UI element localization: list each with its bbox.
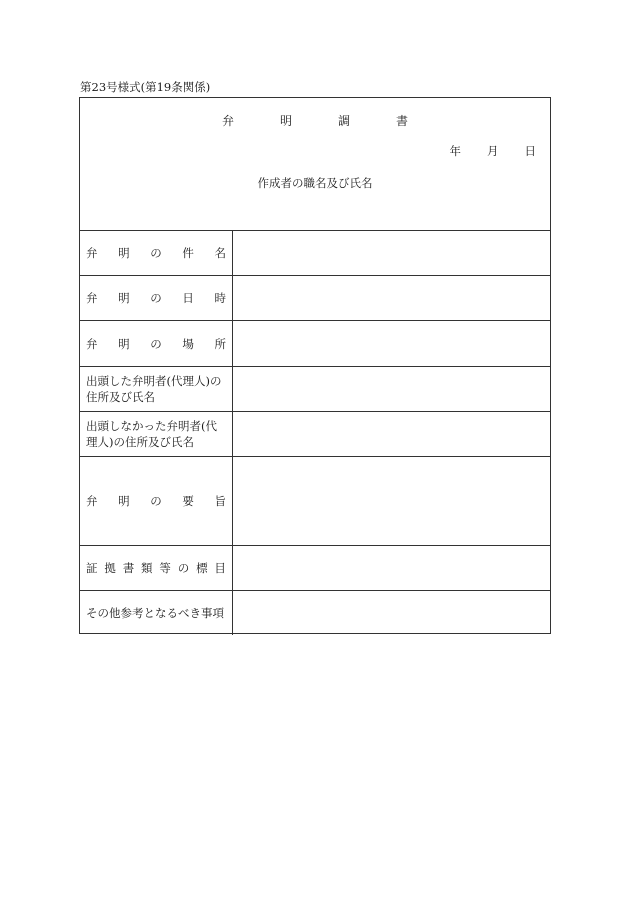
label-char: 旨	[214, 494, 226, 508]
date-line	[424, 143, 537, 159]
label-char: 書	[122, 561, 135, 575]
row-label	[80, 367, 233, 411]
row-label	[80, 591, 233, 635]
label-char: 場	[182, 336, 194, 351]
label-text: 出頭した弁明者(代理人)の住所及び氏名	[86, 374, 222, 404]
row-date-time	[80, 276, 550, 321]
label-char: 明	[118, 494, 130, 508]
label-char: 要	[182, 494, 194, 508]
label-char: 明	[118, 291, 130, 305]
label-char: 標	[196, 561, 208, 575]
header-block	[80, 98, 550, 231]
row-value-cell[interactable]	[233, 276, 550, 320]
row-value-cell[interactable]	[233, 231, 550, 275]
row-value-cell[interactable]	[233, 457, 550, 545]
label-char: 弁	[86, 494, 98, 508]
title-char: 書	[395, 114, 408, 128]
row-value-cell[interactable]	[233, 591, 550, 635]
date-day: 日	[524, 144, 536, 158]
label-char: 件	[182, 246, 194, 260]
label-text: 出頭しなかった弁明者(代理人)の住所及び氏名	[86, 419, 217, 449]
row-place	[80, 321, 550, 367]
label-char: 目	[214, 561, 226, 575]
row-label	[80, 231, 233, 275]
label-char: 明	[118, 246, 130, 260]
label-char: 拠	[104, 561, 116, 575]
row-label	[80, 546, 233, 590]
row-value-cell[interactable]	[233, 412, 550, 456]
label-char: の	[150, 494, 162, 508]
document-title	[80, 112, 550, 129]
label-char: の	[150, 291, 162, 305]
label-char: 名	[214, 246, 226, 260]
label-char: 弁	[86, 336, 98, 351]
title-char: 弁	[221, 114, 234, 128]
row-evidence	[80, 546, 550, 591]
row-appeared-respondent	[80, 367, 550, 412]
row-label	[80, 321, 233, 366]
date-month: 月	[487, 144, 499, 158]
label-char: 弁	[86, 291, 98, 305]
label-text: その他参考となるべき事項	[86, 606, 224, 620]
date-year: 年	[449, 144, 461, 158]
form-number: 第23号様式(第19条関係)	[80, 80, 211, 94]
row-label	[80, 457, 233, 545]
row-value-cell[interactable]	[233, 321, 550, 366]
label-char: の	[177, 561, 190, 575]
label-char: 類	[141, 561, 153, 575]
label-char: 等	[159, 561, 171, 575]
label-char: 明	[118, 336, 130, 351]
label-char: 証	[86, 561, 98, 575]
row-summary	[80, 457, 550, 546]
label-char: の	[150, 246, 162, 260]
label-char: 時	[214, 291, 226, 305]
row-label	[80, 412, 233, 456]
label-char: 所	[214, 336, 226, 351]
row-value-cell[interactable]	[233, 367, 550, 411]
title-char: 調	[337, 114, 350, 128]
row-other-notes	[80, 591, 550, 635]
title-char: 明	[279, 114, 292, 128]
row-label	[80, 276, 233, 320]
label-char: 日	[182, 291, 194, 305]
label-char: の	[150, 336, 162, 351]
label-char: 弁	[86, 246, 98, 260]
row-value-cell[interactable]	[233, 546, 550, 590]
author-label: 作成者の職名及び氏名	[257, 176, 373, 190]
row-absent-respondent	[80, 412, 550, 457]
form-table	[79, 97, 551, 634]
row-case-name	[80, 231, 550, 276]
